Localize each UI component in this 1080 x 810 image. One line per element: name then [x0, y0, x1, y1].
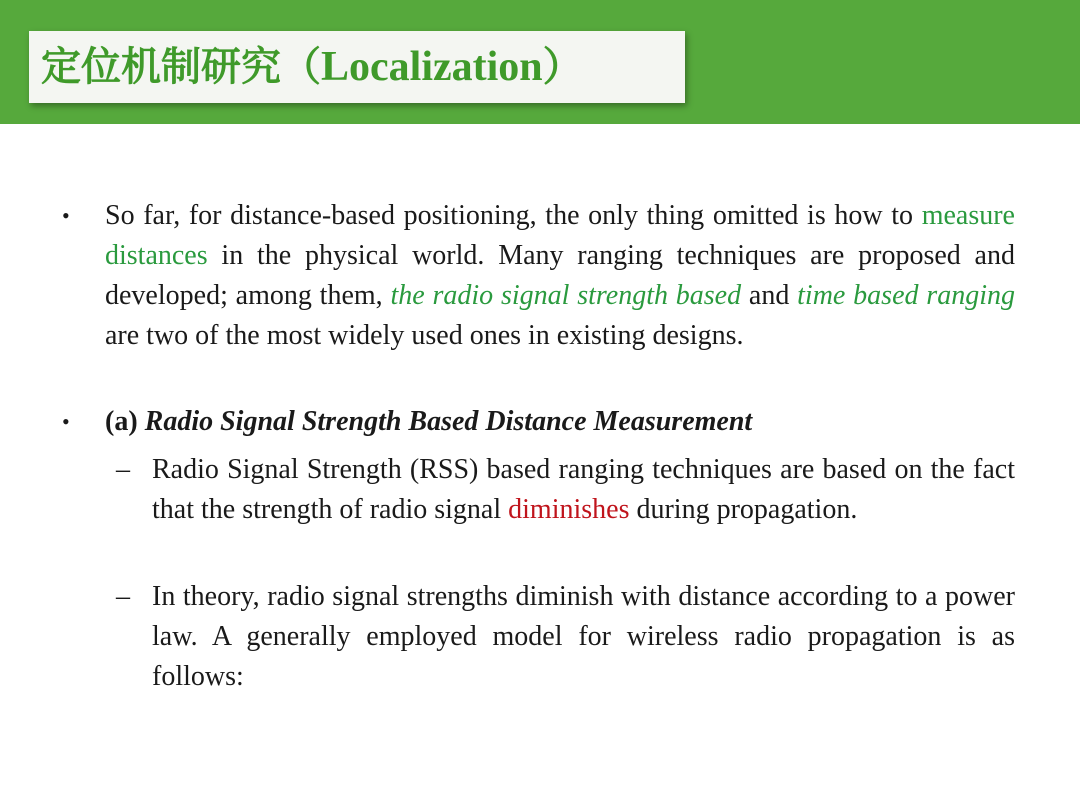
sub-bullet-2-text: In theory, radio signal strengths diminish with distance according to a power law. A generally employed model for wireless radio propagation is as follows:: [152, 581, 1015, 692]
title-box: [29, 31, 685, 103]
title-close-paren: ）: [542, 44, 583, 90]
dash-marker-2: –: [116, 581, 130, 612]
title-open-paren: （: [281, 44, 321, 90]
rss-highlight: the radio signal strength based: [390, 280, 742, 311]
bullet-marker-1: •: [62, 203, 70, 228]
diminishes-highlight: diminishes: [508, 494, 630, 525]
title-latin: Localization: [321, 44, 543, 90]
measure-distances-highlight: measure distances: [105, 200, 1015, 271]
time-ranging-highlight: time based ranging: [797, 280, 1015, 311]
bullet-1-text: So far, for distance-based positioning, the only thing omitted is how to measure distances in the physical world. Many ranging techniques are proposed and developed; among them, the radio signal strength based and time based ranging are two of the most widely used ones in existing designs.: [105, 200, 1015, 351]
bullet-2-heading: (a) Radio Signal Strength Based Distance Measurement: [105, 406, 753, 437]
bullet-marker-2: •: [62, 409, 70, 434]
dash-marker-1: –: [116, 454, 130, 485]
title-cjk: 定位机制研究: [41, 44, 281, 90]
page-title: [41, 37, 583, 97]
sub-bullet-1-text: Radio Signal Strength (RSS) based ranging techniques are based on the fact that the strength of radio signal diminishes during propagation.: [152, 454, 1015, 525]
